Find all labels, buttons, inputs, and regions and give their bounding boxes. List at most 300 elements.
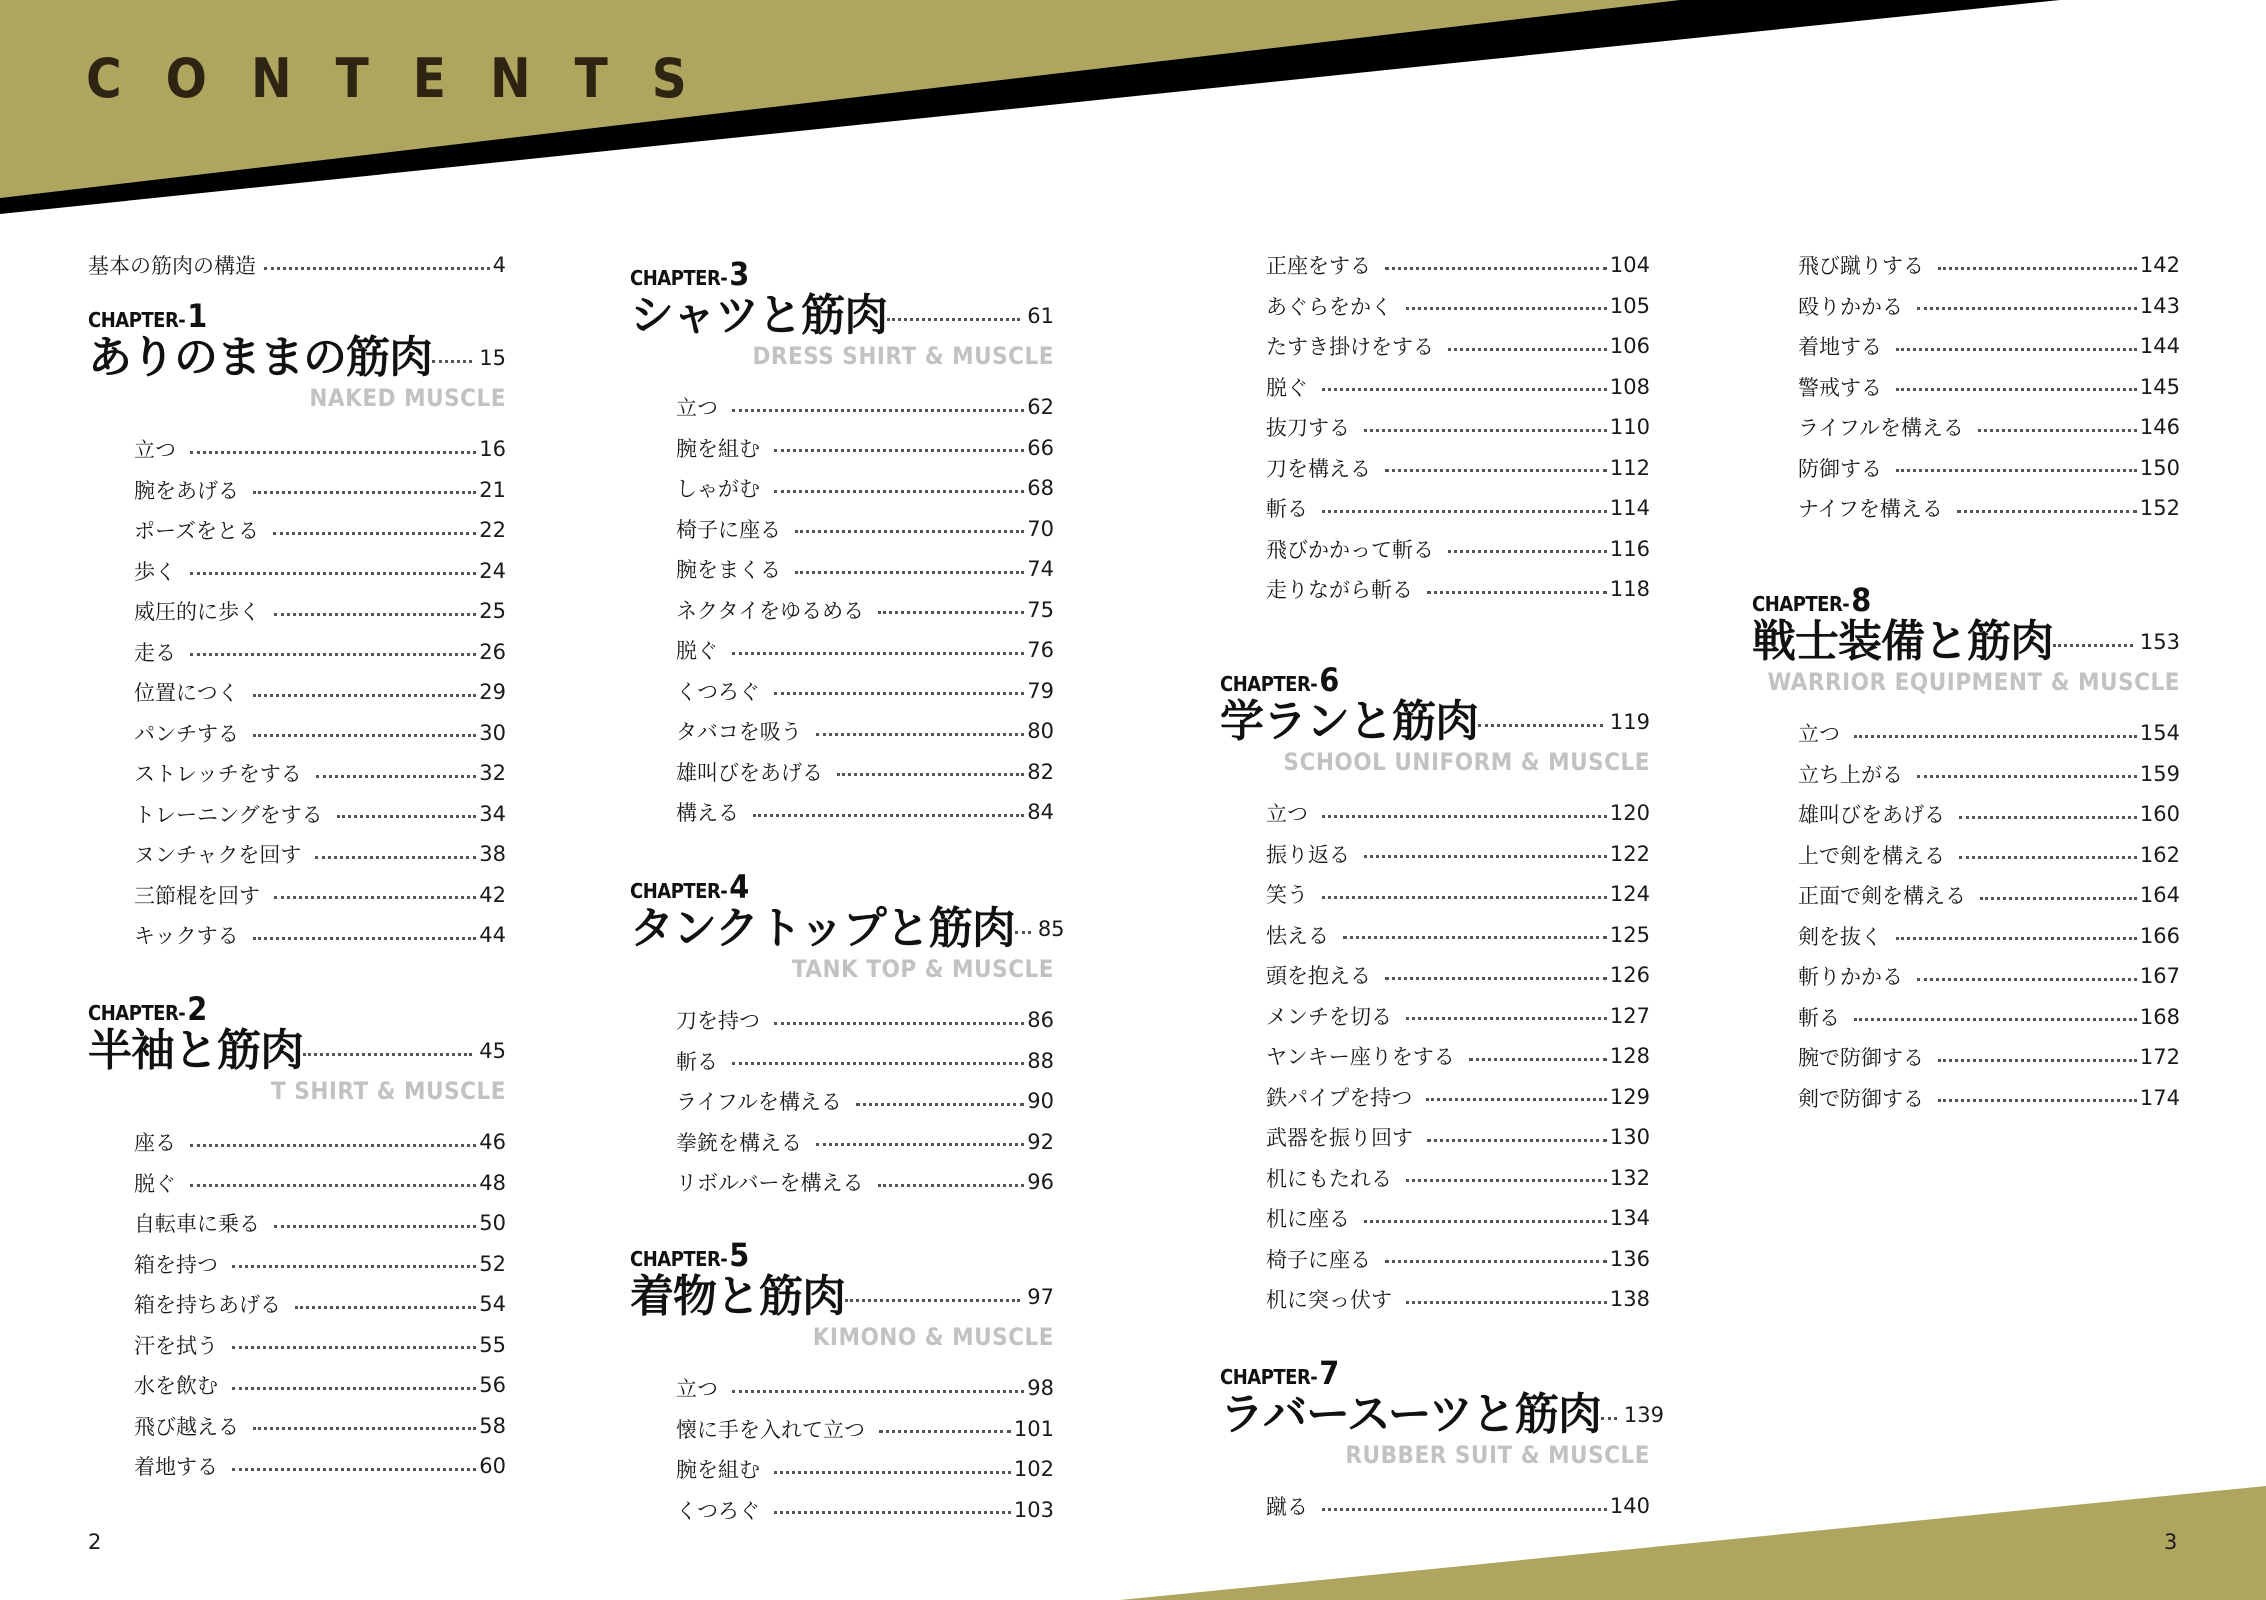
entry-page: 146 (2139, 415, 2180, 439)
toc-entry[interactable] (1266, 879, 1650, 909)
entry-title: 椅子に座る (676, 517, 781, 542)
toc-entry[interactable] (134, 1451, 506, 1481)
entry-page: 120 (1609, 801, 1650, 825)
entry-page: 172 (2139, 1045, 2180, 1069)
toc-entry[interactable] (676, 1005, 1054, 1035)
leader-dots (1385, 1260, 1607, 1263)
entry-title: 斬る (1798, 1005, 1840, 1030)
chapter-number: 8 (1851, 581, 1871, 619)
leader-dots (253, 694, 477, 697)
entry-title: 立つ (1798, 722, 1840, 746)
leader-dots (1896, 469, 2137, 472)
entry-title: メンチを切る (1266, 1004, 1392, 1029)
entry-title: 脱ぐ (134, 1171, 176, 1196)
leader-dots (1364, 855, 1607, 858)
entry-title: 箱を持つ (134, 1252, 218, 1277)
leader-dots (1364, 429, 1607, 432)
entry-page: 24 (479, 558, 506, 583)
entry-page: 66 (1027, 435, 1054, 460)
entry-page: 129 (1609, 1084, 1650, 1109)
toc-entry[interactable] (676, 1414, 1054, 1444)
toc-entry[interactable] (134, 799, 506, 829)
leader-dots (274, 896, 476, 899)
toc-entry[interactable] (134, 596, 506, 626)
leader-dots (856, 1103, 1024, 1106)
entry-page: 76 (1027, 638, 1054, 662)
chapter-subtitle: T SHIRT & MUSCLE (271, 1077, 506, 1105)
entry-page: 16 (479, 437, 506, 461)
toc-entry[interactable] (1266, 839, 1650, 869)
toc-entry[interactable] (1798, 412, 2180, 442)
leader-dots (774, 1511, 1011, 1514)
entry-title: リボルバーを構える (676, 1171, 864, 1195)
toc-entry[interactable] (1266, 412, 1650, 442)
toc-entry[interactable] (676, 676, 1054, 706)
toc-entry[interactable] (1798, 1002, 2180, 1032)
toc-entry[interactable] (1266, 1491, 1650, 1521)
leader-dots (816, 733, 1024, 736)
leader-dots (253, 734, 476, 737)
leader-dots (1322, 896, 1607, 899)
chapter-label-text: CHAPTER- (630, 266, 728, 290)
toc-entry[interactable] (676, 1373, 1054, 1403)
chapter-page: 139 (1623, 1403, 1664, 1427)
leader-dots (1406, 1301, 1607, 1304)
entry-page: 74 (1027, 557, 1054, 581)
leader-dots (316, 775, 476, 778)
toc-entry[interactable] (1266, 1041, 1650, 1071)
entry-title: 蹴る (1266, 1495, 1308, 1519)
entry-page: 58 (479, 1413, 506, 1438)
chapter-title-row[interactable] (88, 1025, 506, 1076)
toc-entry[interactable] (1798, 331, 2180, 361)
leader-dots (1448, 550, 1607, 553)
toc-entry[interactable] (134, 758, 506, 788)
entry-title: ナイフを構える (1798, 497, 1943, 521)
entry-title: 抜刀する (1266, 416, 1350, 440)
entry-title: 上で剣を構える (1798, 843, 1945, 868)
leader-dots (253, 491, 476, 494)
entry-page: 116 (1609, 536, 1650, 561)
entry-page: 56 (479, 1373, 506, 1397)
leader-dots (232, 1387, 476, 1390)
toc-entry[interactable] (134, 637, 506, 667)
leader-dots (1406, 1017, 1607, 1020)
entry-page: 152 (2139, 496, 2180, 520)
entry-page: 164 (2139, 883, 2180, 907)
toc-entry[interactable] (134, 880, 506, 910)
toc-entry[interactable] (676, 757, 1054, 787)
entry-title: ネクタイをゆるめる (676, 598, 865, 623)
toc-entry[interactable] (676, 1086, 1054, 1116)
leader-dots (1406, 1179, 1607, 1182)
chapter-title-row[interactable] (1220, 1389, 1664, 1440)
entry-page: 96 (1027, 1170, 1054, 1194)
entry-title: 位置につく (134, 681, 239, 705)
toc-entry[interactable] (676, 433, 1054, 463)
leader-dots (1980, 897, 2137, 900)
entry-title: 腕をまくる (676, 558, 781, 582)
toc-entry[interactable] (1266, 372, 1650, 402)
leader-dots (795, 530, 1024, 533)
toc-entry[interactable] (676, 1454, 1054, 1484)
page-number-right: 3 (2164, 1530, 2178, 1554)
toc-entry[interactable] (1266, 1284, 1650, 1314)
toc-entry[interactable] (134, 1249, 506, 1279)
entry-title: 立つ (676, 396, 718, 420)
entry-title: ライフルを構える (1798, 416, 1964, 440)
entry-page: 32 (479, 761, 506, 785)
toc-entry[interactable] (676, 1046, 1054, 1076)
leader-dots (253, 937, 477, 940)
chapter-label (88, 990, 207, 1028)
leader-dots (753, 814, 1024, 817)
toc-entry[interactable] (676, 514, 1054, 544)
entry-title: 刀を持つ (676, 1009, 760, 1033)
toc-entry[interactable] (134, 515, 506, 545)
entry-title: 飛びかかって斬る (1266, 537, 1434, 562)
leader-dots (816, 1143, 1024, 1146)
leader-dots (432, 360, 472, 363)
chapter-subtitle: KIMONO & MUSCLE (812, 1323, 1054, 1351)
entry-title: 振り返る (1266, 842, 1350, 867)
entry-page: 21 (479, 477, 506, 502)
leader-dots (253, 1427, 476, 1430)
entry-title: 腕で防御する (1798, 1046, 1924, 1070)
page-title: CONTENTS (86, 47, 731, 110)
entry-page: 55 (479, 1332, 506, 1357)
entry-page: 125 (1609, 922, 1650, 947)
toc-entry[interactable] (676, 797, 1054, 827)
entry-title: 腕を組む (676, 436, 760, 461)
chapter-label (630, 255, 749, 293)
entry-page: 75 (1027, 597, 1054, 622)
chapter-title: 戦士装備と筋肉 (1752, 616, 2053, 667)
leader-dots (774, 1022, 1024, 1025)
entry-page: 62 (1027, 395, 1054, 419)
toc-entry[interactable] (134, 1370, 506, 1400)
toc-entry[interactable] (134, 1411, 506, 1441)
toc-entry[interactable] (1266, 1001, 1650, 1031)
chapter-label (630, 1236, 749, 1274)
entry-page: 112 (1609, 455, 1650, 480)
entry-page: 159 (2139, 761, 2180, 786)
entry-title: 怯える (1266, 923, 1329, 948)
chapter-subtitle: NAKED MUSCLE (309, 384, 506, 412)
leader-dots (1896, 937, 2137, 940)
toc-entry[interactable] (134, 1289, 506, 1319)
toc-entry[interactable] (1266, 920, 1650, 950)
entry-title: ストレッチをする (134, 762, 302, 786)
toc-entry[interactable] (676, 554, 1054, 584)
entry-page: 162 (2139, 842, 2180, 867)
preface-entry[interactable] (88, 250, 506, 280)
chapter-number: 4 (729, 868, 749, 906)
chapter-label (1752, 581, 1871, 619)
chapter-label-text: CHAPTER- (1220, 672, 1318, 696)
entry-title: 水を飲む (134, 1374, 218, 1398)
entry-title: 椅子に座る (1266, 1247, 1371, 1272)
entry-title: 鉄パイプを持つ (1266, 1085, 1413, 1110)
chapter-title-row[interactable] (1220, 696, 1650, 747)
entry-page: 101 (1013, 1416, 1054, 1441)
toc-entry[interactable] (1798, 493, 2180, 523)
entry-page: 138 (1609, 1287, 1650, 1311)
chapter-label-text: CHAPTER- (88, 1001, 186, 1025)
entry-title: 着地する (134, 1455, 218, 1479)
entry-page: 142 (2139, 253, 2180, 277)
toc-entry[interactable] (134, 677, 506, 707)
entry-page: 174 (2139, 1085, 2180, 1110)
toc-entry[interactable] (134, 839, 506, 869)
toc-entry[interactable] (1798, 880, 2180, 910)
entry-page: 34 (479, 801, 506, 826)
entry-title: 警戒する (1798, 375, 1882, 400)
entry-title: 腕を組む (676, 1458, 760, 1482)
leader-dots (837, 773, 1024, 776)
toc-entry[interactable] (676, 392, 1054, 422)
entry-title: キックする (134, 924, 239, 948)
chapter-label (630, 868, 749, 906)
entry-title: 威圧的に歩く (134, 600, 260, 624)
toc-entry[interactable] (1798, 718, 2180, 748)
toc-entry[interactable] (1266, 1122, 1650, 1152)
entry-title: ポーズをとる (134, 519, 259, 543)
toc-entry[interactable] (1266, 574, 1650, 604)
entry-title: 座る (134, 1131, 176, 1155)
entry-page: 132 (1609, 1165, 1650, 1190)
leader-dots (774, 1471, 1011, 1474)
entry-page: 54 (479, 1292, 506, 1316)
toc-entry[interactable] (1266, 798, 1650, 828)
entry-title: 飛び蹴りする (1798, 254, 1924, 278)
toc-entry[interactable] (676, 716, 1054, 746)
toc-entry[interactable] (676, 1495, 1054, 1525)
entry-page: 29 (479, 680, 506, 704)
entry-title: 懐に手を入れて立つ (676, 1417, 865, 1442)
leader-dots (1385, 267, 1607, 270)
entry-page: 167 (2139, 964, 2180, 988)
leader-dots (1854, 735, 2137, 738)
leader-dots (1938, 1059, 2137, 1062)
leader-dots (1938, 1099, 2137, 1102)
toc-entry[interactable] (1266, 1244, 1650, 1274)
leader-dots (190, 653, 476, 656)
chapter-number: 1 (187, 297, 207, 335)
chapter-number: 2 (187, 990, 207, 1028)
leader-dots (273, 532, 476, 535)
entry-title: 雄叫びをあげる (676, 760, 823, 785)
leader-dots (1448, 348, 1607, 351)
entry-page: 104 (1609, 253, 1650, 277)
toc-entry[interactable] (1266, 331, 1650, 361)
entry-page: 48 (479, 1170, 506, 1195)
toc-entry[interactable] (1266, 250, 1650, 280)
chapter-label-text: CHAPTER- (1220, 1365, 1318, 1389)
chapter-number: 5 (729, 1236, 749, 1274)
entry-title: 机に座る (1266, 1207, 1350, 1231)
leader-dots (1917, 978, 2137, 981)
entry-page: 110 (1609, 415, 1650, 439)
entry-title: 走りながら斬る (1266, 578, 1413, 602)
toc-entry[interactable] (134, 920, 506, 950)
toc-entry[interactable] (676, 635, 1054, 665)
leader-dots (1478, 724, 1603, 727)
toc-entry[interactable] (134, 1208, 506, 1238)
leader-dots (1959, 816, 2137, 819)
toc-entry[interactable] (134, 718, 506, 748)
toc-entry[interactable] (134, 1127, 506, 1157)
chapter-subtitle: DRESS SHIRT & MUSCLE (752, 342, 1054, 370)
leader-dots (774, 449, 1024, 452)
chapter-label (1220, 1354, 1339, 1392)
leader-dots (1385, 469, 1607, 472)
entry-page: 88 (1027, 1048, 1054, 1073)
leader-dots (879, 1430, 1011, 1433)
chapter-title-row[interactable] (630, 903, 1065, 954)
leader-dots (232, 1468, 476, 1471)
leader-dots (190, 1144, 476, 1147)
leader-dots (1343, 936, 1607, 939)
chapter-title: 着物と筋肉 (630, 1271, 845, 1322)
entry-page: 50 (479, 1211, 506, 1235)
chapter-page: 97 (1027, 1285, 1054, 1309)
toc-entry[interactable] (1798, 453, 2180, 483)
leader-dots (1322, 388, 1607, 391)
toc-entry[interactable] (134, 1168, 506, 1198)
preface-page: 4 (492, 253, 506, 277)
leader-dots (1917, 307, 2137, 310)
toc-entry[interactable] (1798, 799, 2180, 829)
chapter-page: 153 (2139, 630, 2180, 654)
leader-dots (1364, 1220, 1607, 1223)
toc-entry[interactable] (1798, 961, 2180, 991)
toc-entry[interactable] (1798, 291, 2180, 321)
chapter-subtitle: RUBBER SUIT & MUSCLE (1345, 1441, 1650, 1469)
entry-page: 70 (1027, 516, 1054, 541)
leader-dots (232, 1265, 476, 1268)
entry-page: 86 (1027, 1008, 1054, 1032)
entry-title: パンチする (134, 721, 239, 746)
chapter-label-text: CHAPTER- (630, 879, 728, 903)
entry-title: 防御する (1798, 456, 1882, 481)
chapter-number: 3 (729, 255, 749, 293)
entry-page: 114 (1609, 496, 1650, 520)
entry-title: あぐらをかく (1266, 294, 1392, 319)
toc-entry[interactable] (1798, 840, 2180, 870)
leader-dots (732, 1062, 1024, 1065)
entry-title: 斬る (676, 1049, 718, 1074)
toc-entry[interactable] (1266, 534, 1650, 564)
leader-dots (1957, 510, 2137, 513)
entry-page: 143 (2139, 293, 2180, 318)
entry-page: 25 (479, 599, 506, 623)
entry-title: 脱ぐ (1266, 375, 1308, 400)
toc-entry[interactable] (1266, 1082, 1650, 1112)
entry-page: 134 (1609, 1206, 1650, 1230)
chapter-title: タンクトップと筋肉 (630, 903, 1015, 954)
toc-entry[interactable] (676, 595, 1054, 625)
entry-title: 着地する (1798, 335, 1882, 359)
chapter-title-row[interactable] (1752, 616, 2180, 667)
entry-title: タバコを吸う (676, 720, 802, 744)
entry-page: 79 (1027, 678, 1054, 703)
leader-dots (1959, 856, 2137, 859)
leader-dots (878, 1184, 1025, 1187)
entry-title: 三節棍を回す (134, 883, 260, 908)
toc-entry[interactable] (1266, 1163, 1650, 1193)
toc-entry[interactable] (1798, 1042, 2180, 1072)
toc-entry[interactable] (676, 1167, 1054, 1197)
entry-page: 80 (1027, 719, 1054, 743)
toc-entry[interactable] (1798, 250, 2180, 280)
entry-title: 雄叫びをあげる (1798, 803, 1945, 827)
toc-entry[interactable] (134, 475, 506, 505)
leader-dots (2053, 644, 2133, 647)
entry-title: 笑う (1266, 883, 1308, 907)
chapter-title: 学ランと筋肉 (1220, 696, 1478, 747)
toc-entry[interactable] (1266, 1203, 1650, 1233)
toc-entry[interactable] (134, 434, 506, 464)
toc-entry[interactable] (1266, 291, 1650, 321)
toc-entry[interactable] (134, 1330, 506, 1360)
leader-dots (190, 451, 476, 454)
entry-title: 武器を振り回す (1266, 1126, 1413, 1150)
entry-title: 汗を拭う (134, 1333, 218, 1358)
toc-entry[interactable] (134, 556, 506, 586)
leader-dots (732, 1390, 1024, 1393)
chapter-title-row[interactable] (630, 290, 1054, 341)
entry-page: 38 (479, 842, 506, 866)
toc-entry[interactable] (1266, 493, 1650, 523)
entry-title: 立ち上がる (1798, 762, 1903, 787)
entry-page: 84 (1027, 800, 1054, 824)
entry-title: しゃがむ (676, 477, 760, 501)
leader-dots (878, 611, 1024, 614)
toc-entry[interactable] (676, 473, 1054, 503)
chapter-label (88, 297, 207, 335)
leader-dots (1322, 815, 1607, 818)
page-number-left: 2 (88, 1530, 102, 1554)
toc-entry[interactable] (1798, 921, 2180, 951)
toc-entry[interactable] (1798, 1083, 2180, 1113)
chapter-label-text: CHAPTER- (88, 308, 186, 332)
leader-dots (190, 1184, 476, 1187)
leader-dots (1469, 1058, 1607, 1061)
entry-page: 98 (1027, 1376, 1054, 1400)
entry-title: 刀を構える (1266, 456, 1371, 481)
chapter-title-row[interactable] (88, 332, 506, 383)
entry-page: 128 (1609, 1044, 1650, 1068)
toc-entry[interactable] (676, 1127, 1054, 1157)
chapter-title-row[interactable] (630, 1271, 1054, 1322)
toc-entry[interactable] (1266, 453, 1650, 483)
entry-page: 140 (1609, 1494, 1650, 1518)
chapter-title: 半袖と筋肉 (88, 1025, 303, 1076)
toc-entry[interactable] (1798, 759, 2180, 789)
toc-entry[interactable] (1266, 960, 1650, 990)
chapter-number: 7 (1319, 1354, 1339, 1392)
entry-page: 82 (1027, 759, 1054, 784)
chapter-label (1220, 661, 1339, 699)
entry-title: 剣を抜く (1798, 924, 1882, 949)
entry-page: 145 (2139, 374, 2180, 399)
leader-dots (1427, 1139, 1607, 1142)
toc-entry[interactable] (1798, 372, 2180, 402)
entry-page: 68 (1027, 476, 1054, 500)
leader-dots (315, 856, 476, 859)
entry-title: 斬りかかる (1798, 965, 1903, 989)
